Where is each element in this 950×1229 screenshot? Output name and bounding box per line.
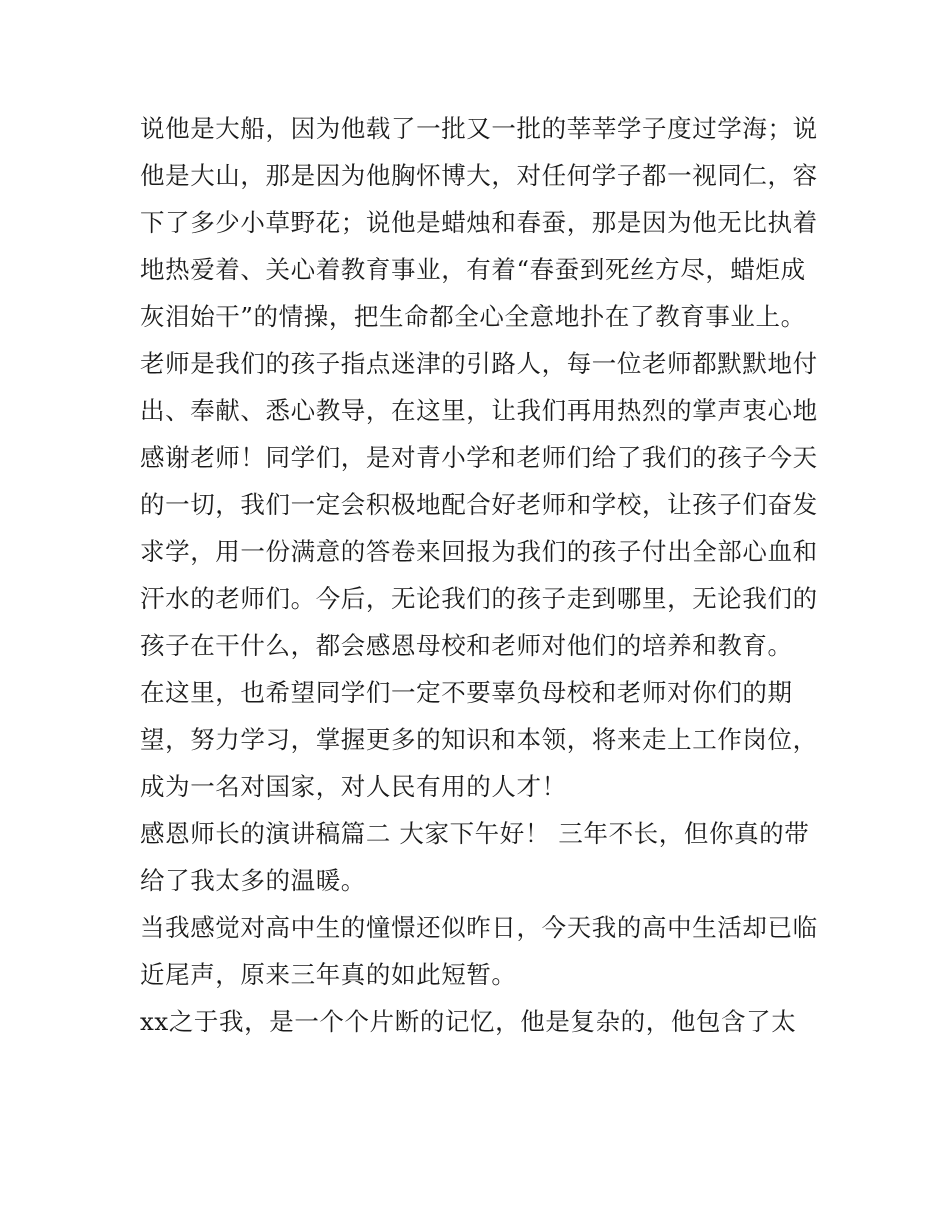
text-line: 在这里，也希望同学们一定不要辜负母校和老师对你们的期 bbox=[140, 678, 793, 707]
text-line: 出、奉献、悉心教导，在这里，让我们再用热烈的掌声衷心地 bbox=[140, 396, 818, 425]
text-line: 成为一名对国家，对人民有用的人才！ bbox=[140, 772, 567, 801]
text-line: 求学，用一份满意的答卷来回报为我们的孩子付出全部心血和 bbox=[140, 537, 818, 566]
text-line: 他是大山，那是因为他胸怀博大，对任何学子都一视同仁，容 bbox=[140, 161, 818, 190]
text-line: 的一切，我们一定会积极地配合好老师和学校，让孩子们奋发 bbox=[140, 490, 818, 519]
text-line: 灰泪始干”的情操，把生命都全心全意地扑在了教育事业上。 bbox=[140, 302, 806, 331]
text-line: 下了多少小草野花；说他是蜡烛和春蚕，那是因为他无比执着 bbox=[140, 208, 818, 237]
text-line: 说他是大船，因为他载了一批又一批的莘莘学子度过学海；说 bbox=[140, 114, 818, 143]
text-line: 汗水的老师们。今后，无论我们的孩子走到哪里，无论我们的 bbox=[140, 584, 818, 613]
text-line: 当我感觉对高中生的憧憬还似昨日，今天我的高中生活却已临 bbox=[140, 913, 818, 942]
text-line: 感恩师长的演讲稿篇二 大家下午好！ 三年不长，但你真的带 bbox=[140, 819, 810, 848]
text-line: 望，努力学习，掌握更多的知识和本领，将来走上工作岗位， bbox=[140, 725, 818, 754]
text-line: 地热爱着、关心着教育事业，有着“春蚕到死丝方尽，蜡炬成 bbox=[140, 255, 806, 284]
body-text bbox=[140, 105, 820, 1045]
text-line: 给了我太多的温暖。 bbox=[140, 866, 366, 895]
text-line: 近尾声，原来三年真的如此短暂。 bbox=[140, 960, 517, 989]
text-line: 孩子在干什么，都会感恩母校和老师对他们的培养和教育。 bbox=[140, 631, 793, 660]
text-line: 感谢老师！同学们，是对青小学和老师们给了我们的孩子今天 bbox=[140, 443, 818, 472]
text-line: xx之于我，是一个个片断的记忆，他是复杂的，他包含了太 bbox=[140, 1007, 797, 1036]
text-line: 老师是我们的孩子指点迷津的引路人，每一位老师都默默地付 bbox=[140, 349, 818, 378]
